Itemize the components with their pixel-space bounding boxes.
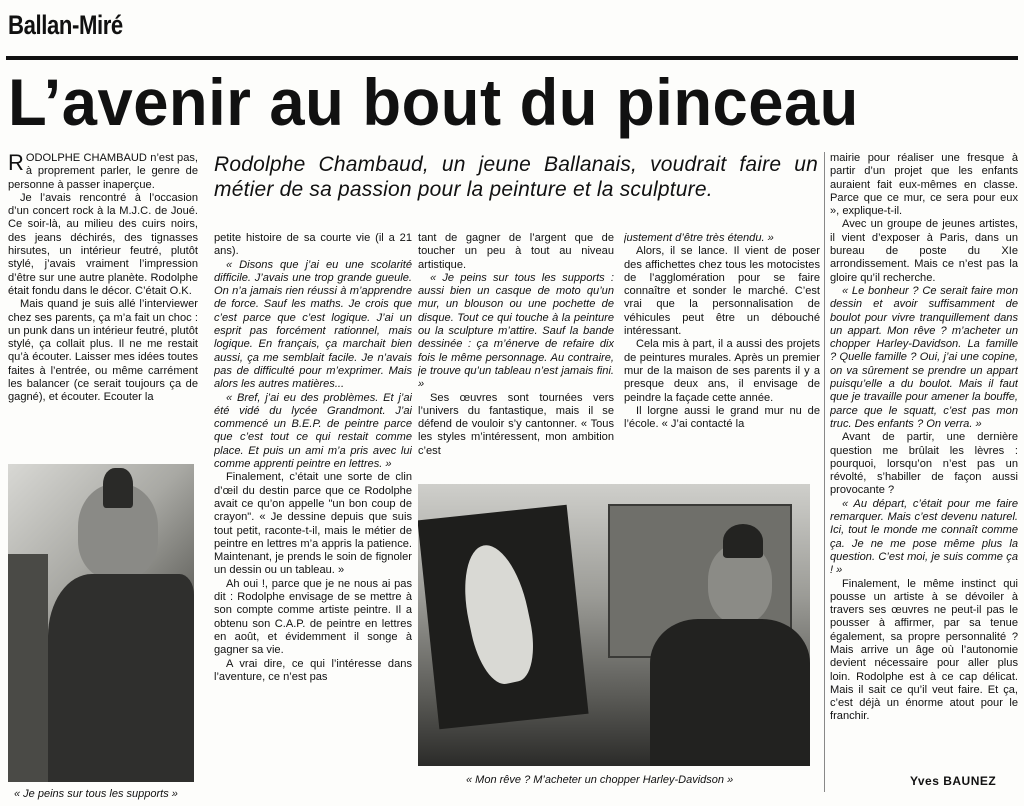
photo-painting xyxy=(8,464,194,782)
standfirst: Rodolphe Chambaud, un jeune Ballanais, voudrait faire un métier de sa passion pour la peinture et la sculpture. xyxy=(214,153,818,201)
paragraph: Cela mis à part, il a aussi des projets de peintures murales. Après un premier mur de la maison de ses parents il y a presque deux ans, il envisage de peindre la façade cette année. xyxy=(624,338,820,404)
photo-caption: « Mon rêve ? M’acheter un chopper Harley-Davidson » xyxy=(466,774,734,786)
paragraph: Avant de partir, une dernière question me brûlait les lèvres : pourquoi, lorsqu’on n’est pas un révolté, s’habiller de façon aussi provocante ? xyxy=(830,431,1018,497)
paragraph: Avec un groupe de jeunes artistes, il vient d’exposer à Paris, dans un bureau de poste du XIe arrondissement. Mais ce n’est pas la gloire qu’il recherche. xyxy=(830,218,1018,284)
paragraph: Ses œuvres sont tournées vers l’univers du fantastique, mais il se défend de vouloir s’y cantonner. « Tous les styles m’intéressent, mon ambition c’est xyxy=(418,391,614,457)
paragraph: tant de gagner de l’argent que de toucher un peu à tout au niveau artistique. xyxy=(418,232,614,271)
quote-paragraph: « Je peins sur tous les supports : aussi bien un casque de moto qu’un mur, un blouson ou une pochette de disque. Tout ce qui touche à la peinture ou la sculpture m’attire. Sauf la bande dessinée : ça m’énerve de refaire dix fois le même personnage. Au contraire, je trouve qu’un tableau n’est jamais fini. » xyxy=(418,271,614,391)
byline: Yves BAUNEZ xyxy=(910,774,997,788)
paragraph: mairie pour réaliser une fresque à partir d’un projet que les enfants auraient fait eux-mêmes en classe. Parce que ce mur, ce sera pour eux », explique-t-il. xyxy=(830,152,1018,218)
quote-paragraph: « Le bonheur ? Ce serait faire mon dessin et avoir suffisamment de boulot pour vivre tranquillement dans un appart. Mon rêve ? m’acheter un chopper Harley-Davidson. La famille ? Quelle famille ? Oui, j’ai une copine, on va sûrement se prendre un appart puisqu’elle a du boulot. Mais il faut que je travaille pour amener la bouffe, parce que le squatt, c’est pas mon truc. Des enfants ? On verra. » xyxy=(830,284,1018,430)
header-rule xyxy=(6,56,1018,60)
paragraph: Mais quand je suis allé l’interviewer chez ses parents, ça m’a fait un choc : un punk dans un intérieur feutré, plutôt stylé, ça collait plus. Il ne me restait qu’à écouter. Laisser mes idées toutes faites à l’entrée, ou même carrément les balancer (ce serait toujours ça de gagné), et écouter. Ecouter la xyxy=(8,298,198,404)
drop-cap: R xyxy=(8,152,24,175)
photo-canvas-edge xyxy=(8,554,48,782)
paragraph: ODOLPHE CHAMBAUD n’est pas, à proprement parler, le genre de personne à passer inaperçue. xyxy=(8,152,198,191)
photo-caption: « Je peins sur tous les supports » xyxy=(14,788,178,800)
section-title: Ballan-Miré xyxy=(8,10,123,40)
paragraph: Alors, il se lance. Il vient de poser des affichettes chez tous les motocistes de l’agglomération pour se faire connaître et sonder le marché. C’est vrai que la personnalisation de véhicules peut être un débouché intéressant. xyxy=(624,245,820,338)
paragraph: A vrai dire, ce qui l’intéresse dans l’aventure, ce n’est pas xyxy=(214,657,412,683)
photo-figure-hair xyxy=(103,468,133,508)
article-column-5 xyxy=(830,152,1018,788)
quote-paragraph: « Disons que j’ai eu une scolarité difficile. J’avais une trop grande gueule. On n’a jamais rien réussi à m’apprendre de force. Sauf les maths. Je crois que c’est parce que c’est logique. J’ai un esprit pas forcément rationnel, mais logique. En français, ça marchait bien aussi, ça me semblait facile. Je n’avais pas de difficulté pour m’exprimer. Mais alors les autres matières... xyxy=(214,258,412,391)
quote-paragraph: « Bref, j’ai eu des problèmes. Et j’ai été vidé du lycée Grandmont. J’ai commencé un B.E.P. de peintre parce que c’est tout ce qui restait comme place. Et puis un ami m’a pris avec lui comme apprenti peintre en lettres. » xyxy=(214,391,412,471)
quote-paragraph: « Au départ, c’était pour me faire remarquer. Mais c’est devenu naturel. Ici, tout le monde me connaît comme ça. Je ne me pose même plus la question. C’est moi, je suis comme ça ! » xyxy=(830,497,1018,577)
paragraph: Finalement, c’était une sorte de clin d’œil du destin parce que ce Rodolphe avait ce qu’on appelle "un bon coup de crayon". « Je dessine depuis que suis tout petit, raconte-t-il, mais le métier de peintre en lettres m’a appris la patience. Maintenant, je prends le soin de fignoler un dessin ou un tableau. » xyxy=(214,471,412,577)
headline: L’avenir au bout du pinceau xyxy=(8,65,859,139)
photo-man-body xyxy=(650,619,810,766)
photo-figure-body xyxy=(48,574,194,782)
paragraph: Ah oui !, parce que je ne nous ai pas dit : Rodolphe envisage de se mettre à son compte comme artiste peintre. Il a obtenu son C.A.P. de peintre en lettres en août, et évidemment il songe à gagner sa vie. xyxy=(214,577,412,657)
photo-portrait xyxy=(418,484,810,766)
quote-paragraph: justement d’être très étendu. » xyxy=(624,232,774,244)
article-column-2 xyxy=(214,232,412,784)
article-column-4 xyxy=(624,232,820,480)
column-divider xyxy=(824,152,825,792)
photo-man-hair xyxy=(723,524,763,558)
paragraph: petite histoire de sa courte vie (il a 21 ans). xyxy=(214,232,412,258)
paragraph: Je l’avais rencontré à l’occasion d’un concert rock à la M.J.C. de Joué. Ce soir-là, au milieu des cuirs noirs, des jeans déchirés, des tignasses hirsutes, un intérieur feutré, plutôt stylé, j’avais vraiment l’impression d’être sur une autre planète. Rodolphe était fondu dans le décor. C’était O.K. xyxy=(8,191,198,297)
article-column-1 xyxy=(8,152,198,444)
article-column-3 xyxy=(418,232,614,480)
paragraph: Finalement, le même instinct qui pousse un artiste à se dévoiler à travers ses œuvres ne peut-il pas le pousser à affirmer, par sa tenue également, sa propre personnalité ? Mais arrive un âge où l’autonomie devient nécessaire pour aller plus loin. Rodolphe est à ce cap délicat. Mais il sait ce qu’il veut faire. Et ça, c’est déjà un énorme atout pour le franchir. xyxy=(830,577,1018,723)
paragraph: Il lorgne aussi le grand mur nu de l’école. « J’ai contacté la xyxy=(624,404,820,431)
